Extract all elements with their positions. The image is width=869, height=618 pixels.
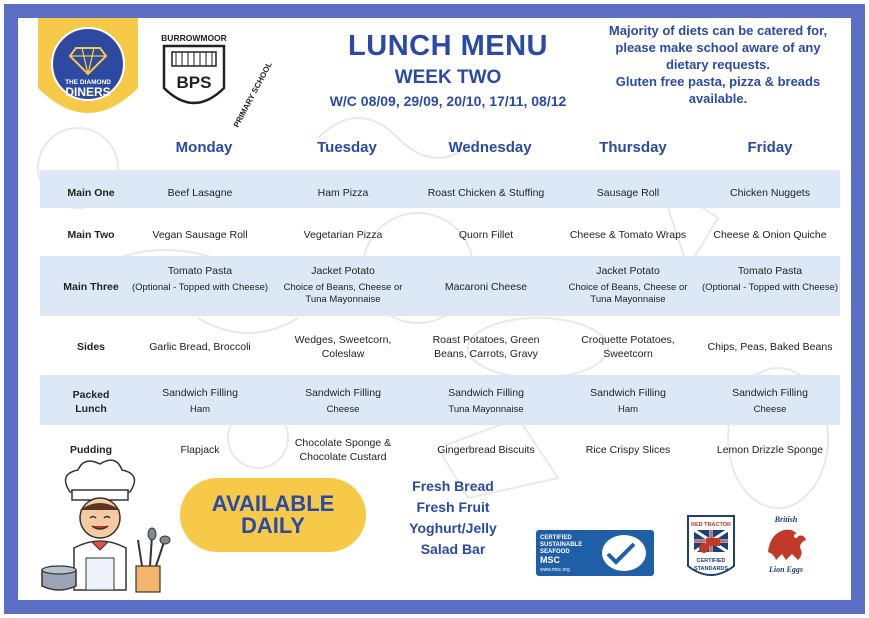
menu-cell-main: Tomato Pasta <box>737 265 803 277</box>
menu-cell: Macaroni Cheese <box>444 281 528 293</box>
menu-cell-main: Tomato Pasta <box>167 265 233 277</box>
menu-cell-main: Sandwich Filling <box>305 387 381 399</box>
day-header-thursday: Thursday <box>599 139 667 156</box>
day-header-wednesday: Wednesday <box>448 139 532 156</box>
menu-cell: Gingerbread Biscuits <box>437 444 535 456</box>
menu-cell <box>130 386 270 416</box>
daily-extra-item: Fresh Fruit <box>416 499 490 515</box>
menu-cell: Roast Potatoes, Green Beans, Carrots, Gravy <box>432 334 540 360</box>
burrowmoor-school-logo <box>158 32 274 132</box>
menu-cell-sub: Ham <box>189 404 211 415</box>
available-line1: AVAILABLE <box>211 491 335 516</box>
row-label-main-two: Main Two <box>67 229 115 241</box>
red-tractor-logo <box>686 512 736 584</box>
menu-cell-sub: Cheese <box>326 404 360 415</box>
british-lion-eggs-logo <box>756 512 816 576</box>
week-label: WEEK TWO <box>394 67 502 88</box>
school-logo-bottom: PRIMARY SCHOOL <box>231 60 274 129</box>
menu-cell-main: Sandwich Filling <box>448 387 524 399</box>
lion-top: British <box>774 515 798 524</box>
diamond-logo-line1: THE DIAMOND <box>65 79 111 86</box>
available-daily-badge <box>180 478 366 552</box>
msc-logo <box>536 530 654 576</box>
menu-cell: Garlic Bread, Broccoli <box>149 341 251 353</box>
menu-cell-main: Jacket Potato <box>311 265 375 277</box>
menu-cell: Chips, Peas, Baked Beans <box>707 341 833 353</box>
daily-extra-item: Yoghurt/Jelly <box>409 520 497 536</box>
week-commencing: W/C 08/09, 29/09, 20/10, 17/11, 08/12 <box>329 93 567 109</box>
menu-cell: Cheese & Tomato Wraps <box>569 229 687 241</box>
row-label-main-three: Main Three <box>63 281 119 293</box>
menu-cell: Croquette Potatoes, Sweetcorn <box>581 334 675 360</box>
diamond-diners-logo <box>38 18 138 128</box>
menu-cell <box>273 386 413 416</box>
notice-line: dietary requests. <box>665 57 771 72</box>
menu-cell <box>416 386 556 416</box>
menu-cell: Chocolate Sponge & Chocolate Custard <box>294 437 392 463</box>
menu-cell: Chicken Nuggets <box>730 187 810 199</box>
notice-line: Majority of diets can be catered for, <box>608 23 828 38</box>
school-logo-top: BURROWMOOR <box>161 33 227 43</box>
menu-cell: Ham Pizza <box>317 187 369 199</box>
menu-cell-sub: Tuna Mayonnaise <box>448 404 524 415</box>
msc-url: www.msc.org <box>540 567 570 573</box>
school-logo-initials: BPS <box>176 73 212 92</box>
menu-cell-sub: (Optional - Topped with Cheese) <box>131 282 269 293</box>
menu-cell <box>700 386 840 416</box>
menu-cell <box>130 264 270 294</box>
menu-cell: Wedges, Sweetcorn, Coleslaw <box>294 334 392 360</box>
menu-cell <box>273 264 413 306</box>
daily-extras-list <box>378 476 528 560</box>
tractor-bottom: STANDARDS <box>693 566 729 572</box>
menu-cell-sub: Ham <box>617 404 639 415</box>
menu-cell <box>700 264 840 294</box>
menu-cell: Quorn Fillet <box>458 229 514 241</box>
menu-page <box>18 18 851 600</box>
diamond-logo-line2: DINERS <box>65 85 111 99</box>
menu-cell: Vegetarian Pizza <box>303 229 383 241</box>
msc-line4: MSC <box>540 555 560 565</box>
menu-cell: Flapjack <box>180 444 220 456</box>
menu-cell-main: Sandwich Filling <box>590 387 666 399</box>
day-header-monday: Monday <box>175 139 233 156</box>
tractor-top: RED TRACTOR <box>691 522 731 528</box>
menu-cell-sub: Cheese <box>753 404 787 415</box>
menu-cell-sub: Choice of Beans, Cheese or Tuna Mayonnaise <box>283 282 403 305</box>
lion-bottom: Lion Eggs <box>768 565 804 574</box>
menu-cell <box>558 386 698 416</box>
daily-extra-item: Fresh Bread <box>412 478 494 494</box>
dietary-notice <box>588 22 848 107</box>
menu-frame <box>4 4 865 614</box>
menu-cell-sub: Choice of Beans, Cheese or Tuna Mayonnaise <box>568 282 688 305</box>
menu-cell: Beef Lasagne <box>167 187 233 199</box>
msc-line2: SUSTAINABLE <box>540 542 583 548</box>
available-line2: DAILY <box>241 513 305 538</box>
row-label-pudding: Pudding <box>70 444 112 456</box>
notice-line: Gluten free pasta, pizza & breads <box>615 74 821 89</box>
menu-cell: Sausage Roll <box>596 187 660 199</box>
menu-cell: Roast Chicken & Stuffing <box>427 187 545 199</box>
msc-line1: CERTIFIED <box>540 535 572 541</box>
tractor-mid: CERTIFIED <box>696 558 726 564</box>
row-label-packed-lunch: Packed Lunch <box>72 389 110 415</box>
menu-cell-main: Jacket Potato <box>596 265 660 277</box>
row-label-main-one: Main One <box>67 187 115 199</box>
chef-illustration <box>40 466 180 596</box>
menu-cell: Cheese & Onion Quiche <box>713 229 827 241</box>
row-label-sides: Sides <box>76 341 105 353</box>
msc-line3: SEAFOOD <box>540 549 570 555</box>
menu-cell: Vegan Sausage Roll <box>152 229 248 241</box>
notice-line: please make school aware of any <box>615 40 821 55</box>
menu-cell <box>558 264 698 306</box>
menu-cell-main: Sandwich Filling <box>162 387 238 399</box>
menu-cell: Rice Crispy Slices <box>585 444 671 456</box>
page-title: LUNCH MENU <box>348 30 548 62</box>
title-block <box>298 30 598 109</box>
day-header-tuesday: Tuesday <box>317 139 377 156</box>
menu-cell-sub: (Optional - Topped with Cheese) <box>701 282 839 293</box>
menu-cell: Lemon Drizzle Sponge <box>716 444 824 456</box>
day-header-friday: Friday <box>747 139 793 156</box>
daily-extra-item: Salad Bar <box>420 541 486 557</box>
menu-cell-main: Sandwich Filling <box>732 387 808 399</box>
notice-line: available. <box>688 91 748 106</box>
